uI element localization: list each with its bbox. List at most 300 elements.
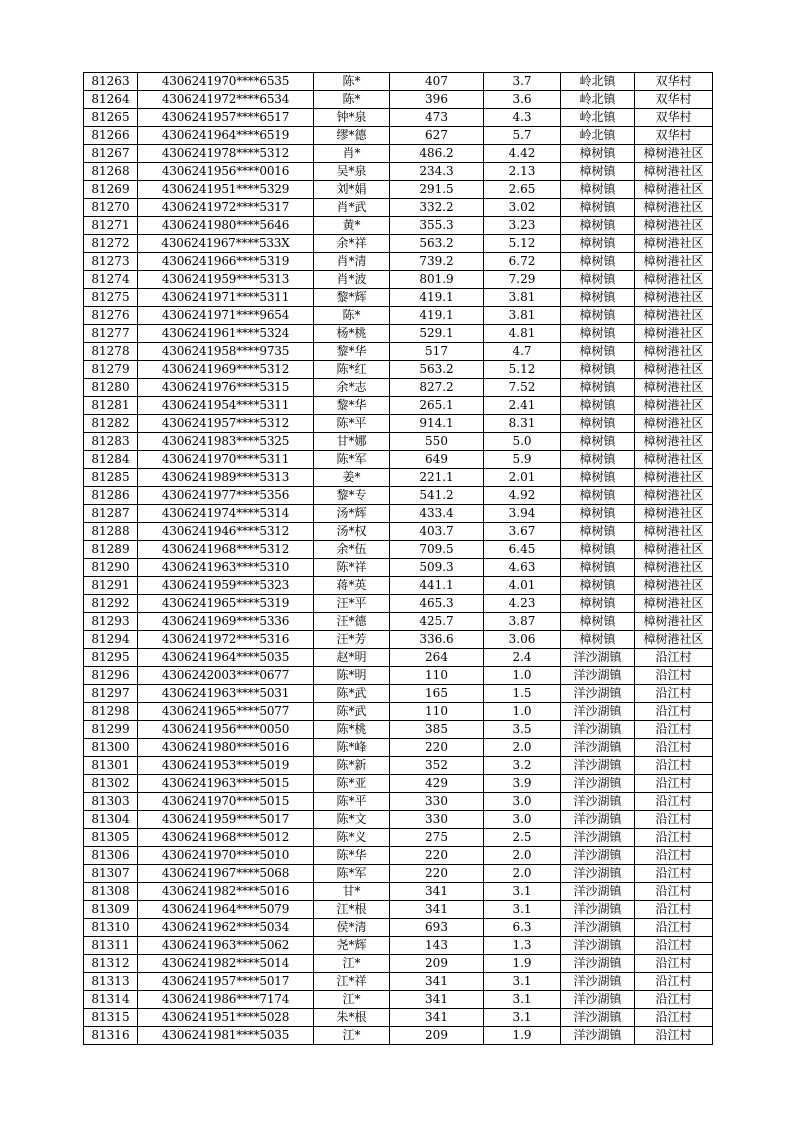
id-number-cell: 4306241954****5311	[138, 397, 314, 415]
village-cell: 沿江村	[635, 667, 713, 685]
serial-cell: 81288	[84, 523, 138, 541]
village-cell: 双华村	[635, 127, 713, 145]
id-number-cell: 4306241956****0050	[138, 721, 314, 739]
table-row	[84, 793, 713, 811]
serial-cell: 81281	[84, 397, 138, 415]
serial-cell: 81286	[84, 487, 138, 505]
table-row	[84, 325, 713, 343]
area-cell: 2.4	[484, 649, 561, 667]
amount-cell: 336.6	[390, 631, 484, 649]
town-cell: 洋沙湖镇	[561, 685, 635, 703]
village-cell: 沿江村	[635, 649, 713, 667]
area-cell: 3.1	[484, 883, 561, 901]
table-row	[84, 829, 713, 847]
area-cell: 1.9	[484, 1027, 561, 1045]
village-cell: 沿江村	[635, 757, 713, 775]
table-row	[84, 595, 713, 613]
town-cell: 樟树镇	[561, 271, 635, 289]
amount-cell: 425.7	[390, 613, 484, 631]
id-number-cell: 4306241970****5015	[138, 793, 314, 811]
amount-cell: 517	[390, 343, 484, 361]
name-cell: 汤*权	[314, 523, 390, 541]
town-cell: 洋沙湖镇	[561, 667, 635, 685]
id-number-cell: 4306241962****5034	[138, 919, 314, 937]
town-cell: 樟树镇	[561, 595, 635, 613]
name-cell: 汪*德	[314, 613, 390, 631]
town-cell: 洋沙湖镇	[561, 883, 635, 901]
name-cell: 黎*华	[314, 397, 390, 415]
id-number-cell: 4306241970****5311	[138, 451, 314, 469]
id-number-cell: 4306241965****5319	[138, 595, 314, 613]
table-row	[84, 433, 713, 451]
table-row	[84, 667, 713, 685]
town-cell: 洋沙湖镇	[561, 775, 635, 793]
amount-cell: 355.3	[390, 217, 484, 235]
area-cell: 8.31	[484, 415, 561, 433]
village-cell: 双华村	[635, 91, 713, 109]
table-row	[84, 505, 713, 523]
table-row	[84, 541, 713, 559]
area-cell: 2.13	[484, 163, 561, 181]
amount-cell: 221.1	[390, 469, 484, 487]
amount-cell: 220	[390, 865, 484, 883]
town-cell: 洋沙湖镇	[561, 901, 635, 919]
serial-cell: 81314	[84, 991, 138, 1009]
area-cell: 3.2	[484, 757, 561, 775]
town-cell: 洋沙湖镇	[561, 991, 635, 1009]
village-cell: 沿江村	[635, 883, 713, 901]
village-cell: 沿江村	[635, 739, 713, 757]
area-cell: 4.01	[484, 577, 561, 595]
town-cell: 樟树镇	[561, 163, 635, 181]
table-row	[84, 145, 713, 163]
id-number-cell: 4306241956****0016	[138, 163, 314, 181]
town-cell: 樟树镇	[561, 253, 635, 271]
name-cell: 江*祥	[314, 973, 390, 991]
amount-cell: 396	[390, 91, 484, 109]
area-cell: 3.06	[484, 631, 561, 649]
town-cell: 樟树镇	[561, 415, 635, 433]
amount-cell: 332.2	[390, 199, 484, 217]
name-cell: 陈*军	[314, 865, 390, 883]
table-row	[84, 1009, 713, 1027]
table-row	[84, 973, 713, 991]
town-cell: 樟树镇	[561, 487, 635, 505]
area-cell: 4.63	[484, 559, 561, 577]
amount-cell: 419.1	[390, 307, 484, 325]
town-cell: 樟树镇	[561, 379, 635, 397]
table-row	[84, 865, 713, 883]
town-cell: 樟树镇	[561, 559, 635, 577]
amount-cell: 541.2	[390, 487, 484, 505]
amount-cell: 110	[390, 667, 484, 685]
village-cell: 沿江村	[635, 973, 713, 991]
amount-cell: 709.5	[390, 541, 484, 559]
table-row	[84, 361, 713, 379]
area-cell: 2.0	[484, 847, 561, 865]
town-cell: 洋沙湖镇	[561, 847, 635, 865]
amount-cell: 649	[390, 451, 484, 469]
name-cell: 陈*文	[314, 811, 390, 829]
id-number-cell: 4306241957****5017	[138, 973, 314, 991]
serial-cell: 81305	[84, 829, 138, 847]
town-cell: 岭北镇	[561, 73, 635, 91]
area-cell: 1.0	[484, 667, 561, 685]
table-row	[84, 919, 713, 937]
table-row	[84, 217, 713, 235]
amount-cell: 220	[390, 739, 484, 757]
roster-table	[83, 72, 713, 1045]
serial-cell: 81295	[84, 649, 138, 667]
village-cell: 樟树港社区	[635, 487, 713, 505]
serial-cell: 81276	[84, 307, 138, 325]
village-cell: 沿江村	[635, 775, 713, 793]
area-cell: 3.1	[484, 1009, 561, 1027]
amount-cell: 563.2	[390, 361, 484, 379]
amount-cell: 473	[390, 109, 484, 127]
name-cell: 黎*华	[314, 343, 390, 361]
name-cell: 江*根	[314, 901, 390, 919]
amount-cell: 550	[390, 433, 484, 451]
name-cell: 姜*	[314, 469, 390, 487]
name-cell: 余*志	[314, 379, 390, 397]
amount-cell: 441.1	[390, 577, 484, 595]
amount-cell: 433.4	[390, 505, 484, 523]
town-cell: 洋沙湖镇	[561, 811, 635, 829]
name-cell: 陈*武	[314, 703, 390, 721]
village-cell: 沿江村	[635, 1009, 713, 1027]
area-cell: 3.0	[484, 811, 561, 829]
id-number-cell: 4306241980****5016	[138, 739, 314, 757]
town-cell: 岭北镇	[561, 127, 635, 145]
id-number-cell: 4306241966****5319	[138, 253, 314, 271]
table-row	[84, 1027, 713, 1045]
id-number-cell: 4306241974****5314	[138, 505, 314, 523]
name-cell: 钟*泉	[314, 109, 390, 127]
area-cell: 5.9	[484, 451, 561, 469]
amount-cell: 429	[390, 775, 484, 793]
serial-cell: 81275	[84, 289, 138, 307]
area-cell: 6.3	[484, 919, 561, 937]
serial-cell: 81280	[84, 379, 138, 397]
town-cell: 樟树镇	[561, 523, 635, 541]
town-cell: 樟树镇	[561, 469, 635, 487]
name-cell: 陈*桃	[314, 721, 390, 739]
area-cell: 4.42	[484, 145, 561, 163]
id-number-cell: 4306241967****5068	[138, 865, 314, 883]
area-cell: 4.92	[484, 487, 561, 505]
town-cell: 樟树镇	[561, 325, 635, 343]
village-cell: 樟树港社区	[635, 505, 713, 523]
area-cell: 1.9	[484, 955, 561, 973]
village-cell: 沿江村	[635, 901, 713, 919]
serial-cell: 81296	[84, 667, 138, 685]
area-cell: 5.0	[484, 433, 561, 451]
serial-cell: 81306	[84, 847, 138, 865]
name-cell: 陈*	[314, 91, 390, 109]
serial-cell: 81307	[84, 865, 138, 883]
village-cell: 樟树港社区	[635, 451, 713, 469]
name-cell: 尧*辉	[314, 937, 390, 955]
table-row	[84, 307, 713, 325]
village-cell: 樟树港社区	[635, 307, 713, 325]
area-cell: 2.0	[484, 865, 561, 883]
village-cell: 樟树港社区	[635, 325, 713, 343]
name-cell: 陈*华	[314, 847, 390, 865]
name-cell: 朱*根	[314, 1009, 390, 1027]
village-cell: 樟树港社区	[635, 577, 713, 595]
village-cell: 樟树港社区	[635, 163, 713, 181]
name-cell: 汪*平	[314, 595, 390, 613]
amount-cell: 209	[390, 955, 484, 973]
amount-cell: 341	[390, 973, 484, 991]
serial-cell: 81302	[84, 775, 138, 793]
serial-cell: 81263	[84, 73, 138, 91]
table-row	[84, 109, 713, 127]
id-number-cell: 4306241964****5035	[138, 649, 314, 667]
name-cell: 蒋*英	[314, 577, 390, 595]
village-cell: 樟树港社区	[635, 199, 713, 217]
id-number-cell: 4306241961****5324	[138, 325, 314, 343]
amount-cell: 265.1	[390, 397, 484, 415]
area-cell: 3.7	[484, 73, 561, 91]
village-cell: 樟树港社区	[635, 235, 713, 253]
town-cell: 洋沙湖镇	[561, 919, 635, 937]
amount-cell: 385	[390, 721, 484, 739]
area-cell: 6.72	[484, 253, 561, 271]
table-row	[84, 811, 713, 829]
serial-cell: 81264	[84, 91, 138, 109]
area-cell: 4.7	[484, 343, 561, 361]
amount-cell: 234.3	[390, 163, 484, 181]
id-number-cell: 4306241978****5312	[138, 145, 314, 163]
area-cell: 3.67	[484, 523, 561, 541]
table-row	[84, 253, 713, 271]
id-number-cell: 4306241972****5317	[138, 199, 314, 217]
town-cell: 樟树镇	[561, 361, 635, 379]
town-cell: 樟树镇	[561, 343, 635, 361]
id-number-cell: 4306241982****5016	[138, 883, 314, 901]
table-row	[84, 739, 713, 757]
amount-cell: 341	[390, 883, 484, 901]
id-number-cell: 4306241969****5312	[138, 361, 314, 379]
village-cell: 沿江村	[635, 1027, 713, 1045]
village-cell: 樟树港社区	[635, 631, 713, 649]
serial-cell: 81279	[84, 361, 138, 379]
amount-cell: 739.2	[390, 253, 484, 271]
serial-cell: 81304	[84, 811, 138, 829]
name-cell: 陈*峰	[314, 739, 390, 757]
id-number-cell: 4306241953****5019	[138, 757, 314, 775]
table-row	[84, 883, 713, 901]
name-cell: 甘*娜	[314, 433, 390, 451]
serial-cell: 81271	[84, 217, 138, 235]
town-cell: 洋沙湖镇	[561, 649, 635, 667]
area-cell: 3.6	[484, 91, 561, 109]
serial-cell: 81289	[84, 541, 138, 559]
village-cell: 樟树港社区	[635, 145, 713, 163]
village-cell: 沿江村	[635, 811, 713, 829]
id-number-cell: 4306241959****5313	[138, 271, 314, 289]
id-number-cell: 4306241957****6517	[138, 109, 314, 127]
table-row	[84, 523, 713, 541]
area-cell: 3.1	[484, 901, 561, 919]
town-cell: 岭北镇	[561, 91, 635, 109]
village-cell: 樟树港社区	[635, 559, 713, 577]
id-number-cell: 4306241951****5329	[138, 181, 314, 199]
serial-cell: 81284	[84, 451, 138, 469]
table-row	[84, 181, 713, 199]
name-cell: 陈*祥	[314, 559, 390, 577]
village-cell: 沿江村	[635, 865, 713, 883]
name-cell: 余*伍	[314, 541, 390, 559]
id-number-cell: 4306241971****9654	[138, 307, 314, 325]
table-row	[84, 577, 713, 595]
table-row	[84, 73, 713, 91]
table-row	[84, 757, 713, 775]
id-number-cell: 4306241981****5035	[138, 1027, 314, 1045]
area-cell: 5.12	[484, 235, 561, 253]
area-cell: 2.0	[484, 739, 561, 757]
village-cell: 樟树港社区	[635, 361, 713, 379]
amount-cell: 110	[390, 703, 484, 721]
amount-cell: 165	[390, 685, 484, 703]
table-row	[84, 415, 713, 433]
town-cell: 洋沙湖镇	[561, 865, 635, 883]
town-cell: 洋沙湖镇	[561, 1009, 635, 1027]
id-number-cell: 4306241971****5311	[138, 289, 314, 307]
table-row	[84, 937, 713, 955]
serial-cell: 81297	[84, 685, 138, 703]
id-number-cell: 4306241963****5310	[138, 559, 314, 577]
table-row	[84, 559, 713, 577]
serial-cell: 81270	[84, 199, 138, 217]
id-number-cell: 4306241958****9735	[138, 343, 314, 361]
town-cell: 岭北镇	[561, 109, 635, 127]
table-row	[84, 127, 713, 145]
id-number-cell: 4306241986****7174	[138, 991, 314, 1009]
serial-cell: 81308	[84, 883, 138, 901]
town-cell: 樟树镇	[561, 505, 635, 523]
serial-cell: 81282	[84, 415, 138, 433]
area-cell: 7.29	[484, 271, 561, 289]
name-cell: 陈*平	[314, 793, 390, 811]
table-row	[84, 163, 713, 181]
serial-cell: 81274	[84, 271, 138, 289]
name-cell: 黎*专	[314, 487, 390, 505]
area-cell: 3.9	[484, 775, 561, 793]
serial-cell: 81268	[84, 163, 138, 181]
serial-cell: 81290	[84, 559, 138, 577]
table-row	[84, 775, 713, 793]
name-cell: 肖*波	[314, 271, 390, 289]
town-cell: 樟树镇	[561, 577, 635, 595]
table-row	[84, 451, 713, 469]
serial-cell: 81266	[84, 127, 138, 145]
area-cell: 5.12	[484, 361, 561, 379]
amount-cell: 341	[390, 901, 484, 919]
village-cell: 樟树港社区	[635, 181, 713, 199]
name-cell: 刘*娟	[314, 181, 390, 199]
town-cell: 樟树镇	[561, 217, 635, 235]
serial-cell: 81293	[84, 613, 138, 631]
id-number-cell: 4306241963****5062	[138, 937, 314, 955]
town-cell: 洋沙湖镇	[561, 703, 635, 721]
area-cell: 3.94	[484, 505, 561, 523]
amount-cell: 693	[390, 919, 484, 937]
village-cell: 沿江村	[635, 919, 713, 937]
serial-cell: 81283	[84, 433, 138, 451]
name-cell: 黎*辉	[314, 289, 390, 307]
table-row	[84, 901, 713, 919]
id-number-cell: 4306241969****5336	[138, 613, 314, 631]
name-cell: 吴*泉	[314, 163, 390, 181]
id-number-cell: 4306241963****5031	[138, 685, 314, 703]
serial-cell: 81300	[84, 739, 138, 757]
area-cell: 3.81	[484, 307, 561, 325]
name-cell: 余*祥	[314, 235, 390, 253]
area-cell: 1.0	[484, 703, 561, 721]
roster-body	[84, 73, 713, 1045]
table-row	[84, 379, 713, 397]
town-cell: 洋沙湖镇	[561, 757, 635, 775]
name-cell: 肖*清	[314, 253, 390, 271]
id-number-cell: 4306241963****5015	[138, 775, 314, 793]
name-cell: 甘*	[314, 883, 390, 901]
name-cell: 陈*明	[314, 667, 390, 685]
serial-cell: 81309	[84, 901, 138, 919]
serial-cell: 81267	[84, 145, 138, 163]
town-cell: 樟树镇	[561, 145, 635, 163]
town-cell: 樟树镇	[561, 631, 635, 649]
serial-cell: 81303	[84, 793, 138, 811]
amount-cell: 341	[390, 1009, 484, 1027]
serial-cell: 81273	[84, 253, 138, 271]
name-cell: 陈*义	[314, 829, 390, 847]
table-row	[84, 847, 713, 865]
table-row	[84, 487, 713, 505]
town-cell: 樟树镇	[561, 613, 635, 631]
amount-cell: 419.1	[390, 289, 484, 307]
amount-cell: 486.2	[390, 145, 484, 163]
town-cell: 樟树镇	[561, 289, 635, 307]
name-cell: 肖*	[314, 145, 390, 163]
village-cell: 樟树港社区	[635, 613, 713, 631]
town-cell: 洋沙湖镇	[561, 955, 635, 973]
serial-cell: 81311	[84, 937, 138, 955]
area-cell: 2.5	[484, 829, 561, 847]
village-cell: 樟树港社区	[635, 541, 713, 559]
name-cell: 赵*明	[314, 649, 390, 667]
serial-cell: 81313	[84, 973, 138, 991]
table-row	[84, 397, 713, 415]
table-row	[84, 271, 713, 289]
serial-cell: 81312	[84, 955, 138, 973]
amount-cell: 465.3	[390, 595, 484, 613]
name-cell: 陈*亚	[314, 775, 390, 793]
amount-cell: 209	[390, 1027, 484, 1045]
village-cell: 沿江村	[635, 793, 713, 811]
name-cell: 陈*红	[314, 361, 390, 379]
area-cell: 3.23	[484, 217, 561, 235]
table-row	[84, 703, 713, 721]
village-cell: 樟树港社区	[635, 379, 713, 397]
area-cell: 3.02	[484, 199, 561, 217]
id-number-cell: 4306241983****5325	[138, 433, 314, 451]
table-row	[84, 289, 713, 307]
village-cell: 樟树港社区	[635, 433, 713, 451]
town-cell: 樟树镇	[561, 307, 635, 325]
